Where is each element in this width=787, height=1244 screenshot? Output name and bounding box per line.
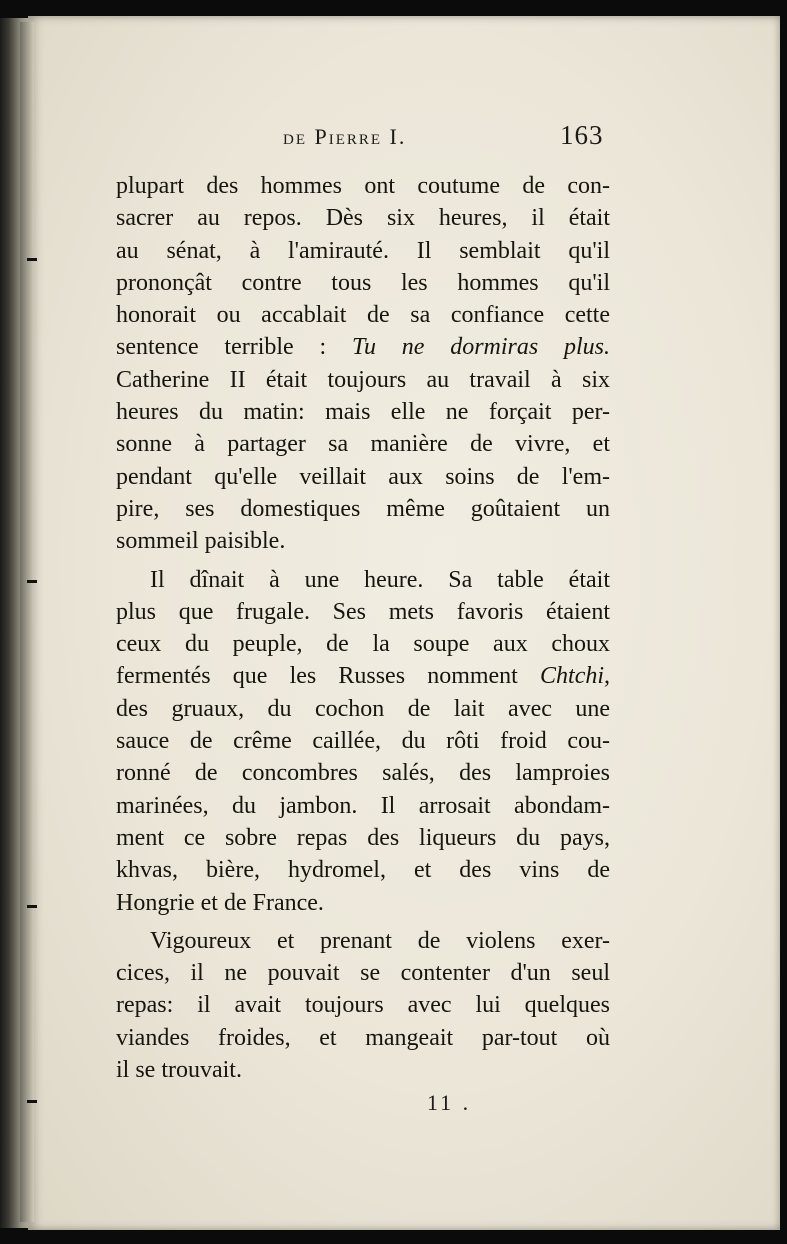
text-line: des gruaux, du cochon de lait avec une (116, 695, 610, 722)
text-line (116, 331, 610, 363)
text-line: heures du matin: mais elle ne forçait per- (116, 399, 610, 426)
page-gutter (20, 22, 34, 1222)
text-line: sacrer au repos. Dès six heures, il était (116, 205, 610, 232)
page-number: 163 (560, 120, 604, 150)
text-line: sauce de crême caillée, du rôti froid cou- (116, 728, 610, 755)
text-line (116, 660, 610, 692)
body-text (116, 170, 610, 1086)
text-line: pendant qu'elle veillait aux soins de l'em- (116, 463, 610, 490)
page-header (0, 118, 787, 158)
binding-mark (27, 580, 37, 583)
text-line: Vigoureux et prenant de violens exer- (150, 927, 610, 954)
text-line: plus que frugale. Ses mets favoris étaient (116, 598, 610, 625)
signature-mark: 11 . (427, 1090, 472, 1115)
text-line: sonne à partager sa manière de vivre, et (116, 431, 610, 458)
text-line: prononçât contre tous les hommes qu'il (116, 269, 610, 296)
text-line: Il dînait à une heure. Sa table était (150, 566, 610, 593)
text-line: honorait ou accablait de sa confiance cette (116, 302, 610, 329)
text-line: sommeil paisible. (116, 528, 286, 555)
text-fragment: fermentés que les Russes nomment (116, 663, 518, 690)
binding-mark (27, 1100, 37, 1103)
text-line: viandes froides, et mangeait par-tout où (116, 1024, 610, 1051)
text-line: au sénat, à l'amirauté. Il semblait qu'il (116, 237, 610, 264)
text-line: plupart des hommes ont coutume de con- (116, 173, 610, 199)
text-line: il se trouvait. (116, 1057, 242, 1084)
text-line: pire, ses domestiques même goûtaient un (116, 495, 610, 522)
text-line: khvas, bière, hydromel, et des vins de (116, 857, 610, 884)
text-line: marinées, du jambon. Il arrosait abondam- (116, 792, 610, 819)
italic-quote: Tu ne dormiras plus. (351, 334, 611, 361)
text-line: Hongrie et de France. (116, 889, 324, 916)
text-fragment: sentence terrible : (116, 334, 327, 361)
text-line: ronné de concombres salés, des lamproies (116, 760, 610, 787)
italic-word: Chtchi, (540, 663, 611, 690)
text-line: Catherine II était toujours au travail à six (116, 366, 610, 393)
running-title: de Pierre I. (283, 124, 407, 149)
text-line: repas: il avait toujours avec lui quelques (116, 992, 610, 1019)
text-line: ment ce sobre repas des liqueurs du pays, (116, 824, 610, 851)
binding-mark (27, 258, 37, 261)
text-line: ceux du peuple, de la soupe aux choux (116, 631, 610, 658)
text-line: cices, il ne pouvait se contenter d'un seul (116, 960, 610, 987)
binding-mark (27, 905, 37, 908)
